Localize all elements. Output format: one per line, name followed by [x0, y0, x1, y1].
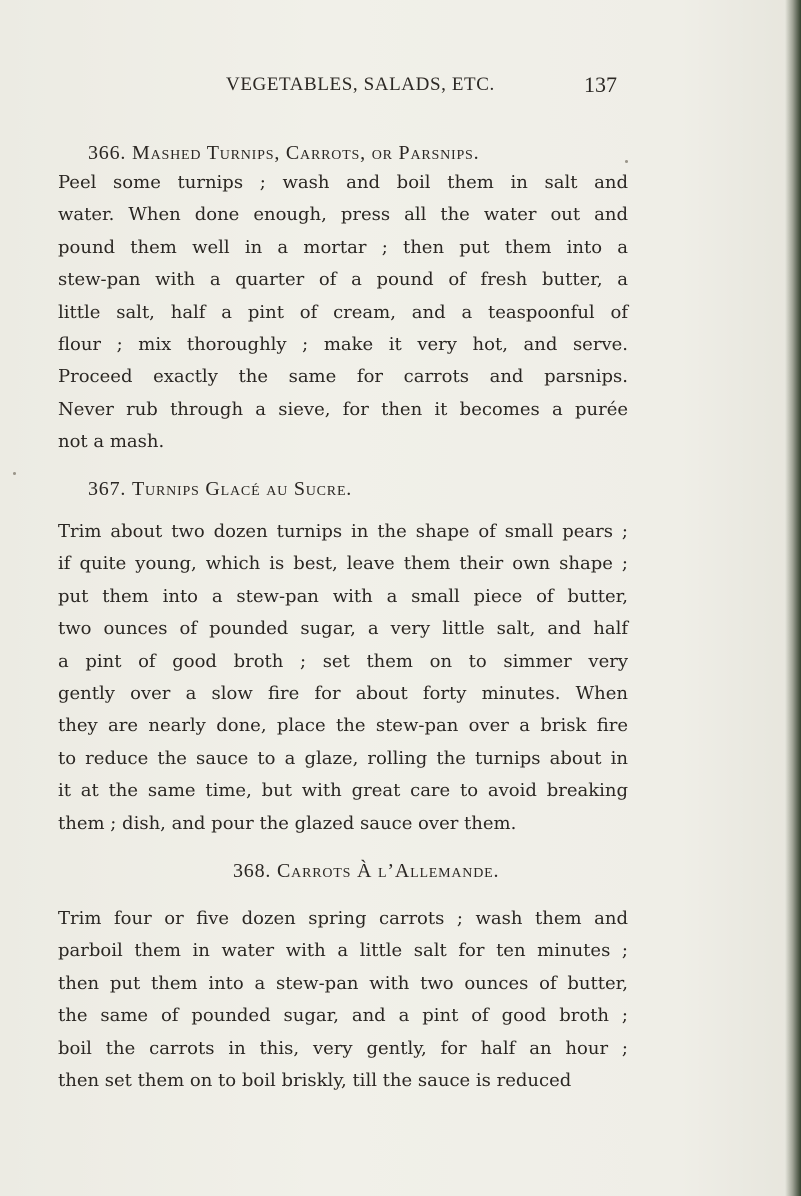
text-line: they are nearly done, place the stew-pan over a brisk fire	[58, 715, 628, 737]
recipe-number: 368.	[233, 860, 272, 882]
recipe-body-367	[58, 516, 628, 840]
text-line: then set them on to boil briskly, till the sauce is reduced	[58, 1069, 572, 1091]
text-line: Trim about two dozen turnips in the shape of small pears ;	[58, 521, 628, 542]
recipe-heading-366	[88, 142, 479, 165]
text-line: Trim four or five dozen spring carrots ; wash them and	[58, 908, 628, 929]
text-line: two ounces of pounded sugar, a very little salt, and half	[58, 618, 628, 640]
text-line: Peel some turnips ; wash and boil them in salt and	[58, 172, 628, 193]
paper-speck	[625, 160, 628, 163]
recipe-heading-368	[233, 860, 499, 883]
recipe-title: Turnips Glacé au Sucre.	[132, 478, 353, 500]
text-line: the same of pounded sugar, and a pint of good broth ;	[58, 1005, 628, 1027]
text-line: if quite young, which is best, leave them their own shape ;	[58, 553, 628, 575]
recipe-body-366	[58, 167, 628, 459]
recipe-title: Carrots À l’Allemande.	[277, 860, 500, 882]
text-line: not a mash.	[58, 431, 165, 453]
page-number: 137	[584, 72, 617, 97]
page-edge-shadow	[785, 0, 801, 1196]
recipe-number: 366.	[88, 142, 127, 164]
text-line: water. When done enough, press all the water out and	[58, 204, 628, 226]
text-line: pound them well in a mortar ; then put them into a	[58, 236, 628, 258]
text-line: parboil them in water with a little salt for ten minutes ;	[58, 940, 628, 962]
text-line: then put them into a stew-pan with two ounces of butter,	[58, 972, 628, 994]
text-line: stew-pan with a quarter of a pound of fresh butter, a	[58, 269, 628, 291]
paper-speck	[13, 472, 16, 475]
running-head	[0, 74, 801, 104]
text-line: Proceed exactly the same for carrots and parsnips.	[58, 366, 628, 388]
text-line: Never rub through a sieve, for then it becomes a purée	[58, 398, 628, 420]
text-line: to reduce the sauce to a glaze, rolling the turnips about in	[58, 747, 628, 769]
text-line: a pint of good broth ; set them on to simmer very	[58, 650, 628, 672]
text-line: little salt, half a pint of cream, and a teaspoonful of	[58, 301, 628, 323]
recipe-heading-367	[88, 478, 352, 501]
recipe-body-368	[58, 903, 628, 1097]
text-line: them ; dish, and pour the glazed sauce over them.	[58, 812, 517, 834]
text-line: boil the carrots in this, very gently, for half an hour ;	[58, 1037, 628, 1059]
text-line: it at the same time, but with great care to avoid breaking	[58, 780, 628, 802]
recipe-title: Mashed Turnips, Carrots, or Parsnips.	[132, 142, 480, 164]
text-line: gently over a slow fire for about forty minutes. When	[58, 682, 628, 704]
text-line: put them into a stew-pan with a small piece of butter,	[58, 585, 628, 607]
recipe-number: 367.	[88, 478, 127, 500]
text-line: flour ; mix thoroughly ; make it very hot, and serve.	[58, 333, 628, 355]
running-title: VEGETABLES, SALADS, ETC.	[226, 74, 495, 95]
